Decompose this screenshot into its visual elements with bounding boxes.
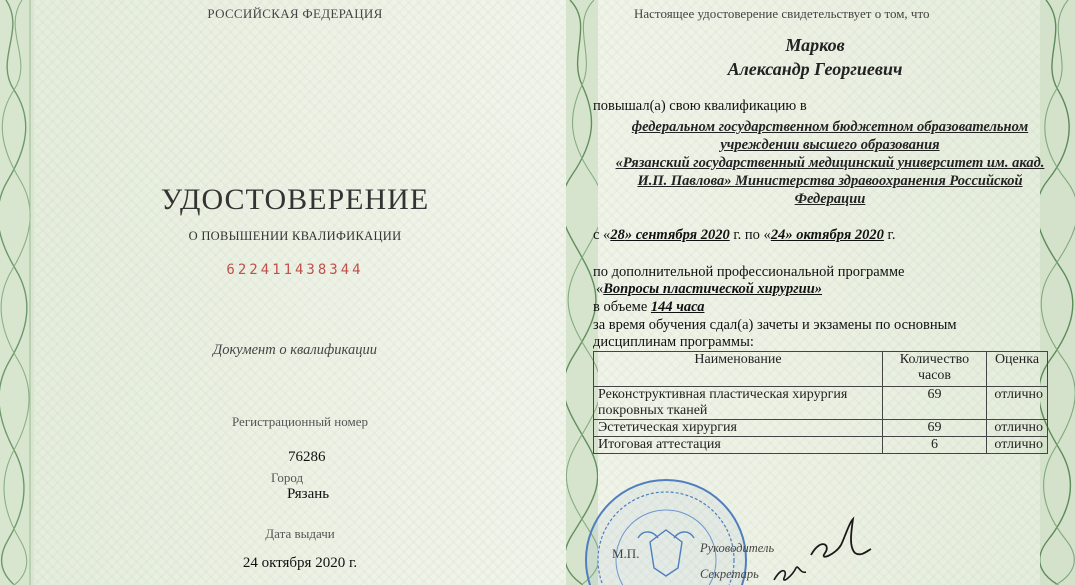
qualified-in-text: повышал(а) свою квалификацию в [593, 98, 807, 114]
table-row [594, 420, 1048, 437]
secretary-signature [770, 560, 810, 585]
program-intro: по дополнительной профессиональной программе [593, 264, 905, 280]
program-title [596, 281, 822, 298]
serial-number: 622411438344 [226, 262, 364, 278]
registration-number: 76286 [288, 449, 326, 465]
document-title: УДОСТОВЕРЕНИЕ [160, 183, 430, 216]
exams-text-line: за время обучения сдал(а) зачеты и экзамены по основным [593, 317, 957, 333]
volume-label: в объеме [593, 299, 651, 315]
institution-line: учреждении высшего образования [720, 137, 940, 153]
discipline-name: Итоговая аттестация [594, 437, 883, 454]
training-period [593, 227, 895, 244]
registration-label: Регистрационный номер [232, 414, 368, 429]
discipline-grade: отлично [987, 437, 1048, 454]
stamp-place-label: М.П. [612, 546, 640, 561]
city-value: Рязань [287, 486, 330, 502]
discipline-hours: 69 [883, 420, 987, 437]
disciplines-table [593, 351, 1048, 454]
document-subtitle: О ПОВЫШЕНИИ КВАЛИФИКАЦИИ [188, 229, 402, 243]
period-text: г. по « [729, 227, 771, 243]
institution-name [590, 118, 1070, 208]
holder-name: Александр Георгиевич [727, 59, 903, 79]
discipline-name: Реконструктивная пластическая хирургия покровных тканей [594, 387, 883, 420]
discipline-hours: 6 [883, 437, 987, 454]
head-signature [805, 515, 875, 565]
period-start-day: 28 [610, 227, 625, 243]
program-volume [593, 299, 704, 316]
period-text: г. [883, 227, 896, 243]
issue-date: 24 октября 2020 г. [242, 555, 358, 571]
program-name: Вопросы пластической хирургии» [603, 281, 823, 297]
document-type: Документ о квалификации [213, 342, 377, 358]
period-text: с « [593, 227, 611, 243]
column-header-grade: Оценка [987, 352, 1048, 387]
period-start-month: » сентября 2020 [624, 227, 730, 243]
discipline-hours: 69 [883, 387, 987, 420]
volume-value: 144 часа [650, 299, 705, 315]
period-end-day: 24 [770, 227, 786, 243]
secretary-signature-label: Секретарь [700, 567, 759, 581]
right-border-ornament [1040, 0, 1075, 585]
institution-line: Федерации [794, 191, 866, 207]
institution-line: «Рязанский государственный медицинский университет им. акад. [615, 155, 1045, 171]
column-header-hours: Количество часов [883, 352, 987, 387]
country-heading: РОССИЙСКАЯ ФЕДЕРАЦИЯ [207, 6, 383, 21]
discipline-grade: отлично [987, 387, 1048, 420]
table-row [594, 437, 1048, 454]
institution-line: федеральном государственном бюджетном образовательном [631, 119, 1029, 135]
issue-date-label: Дата выдачи [265, 526, 335, 541]
discipline-name: Эстетическая хирургия [594, 420, 883, 437]
city-label: Город [271, 470, 304, 485]
period-end-month: » октября 2020 [785, 227, 884, 243]
head-signature-label: Руководитель [700, 541, 775, 555]
exams-text-line: дисциплинам программы: [593, 334, 754, 350]
table-row [594, 387, 1048, 420]
discipline-grade: отлично [987, 420, 1048, 437]
institution-line: И.П. Павлова» Министерства здравоохранения Российской [637, 173, 1023, 189]
table-header-row [594, 352, 1048, 387]
column-header-name: Наименование [594, 352, 883, 387]
intro-text: Настоящее удостоверение свидетельствует о том, что [634, 6, 930, 21]
holder-surname: Марков [785, 35, 845, 55]
left-border-ornament [0, 0, 34, 585]
program-quote: « [596, 281, 604, 297]
